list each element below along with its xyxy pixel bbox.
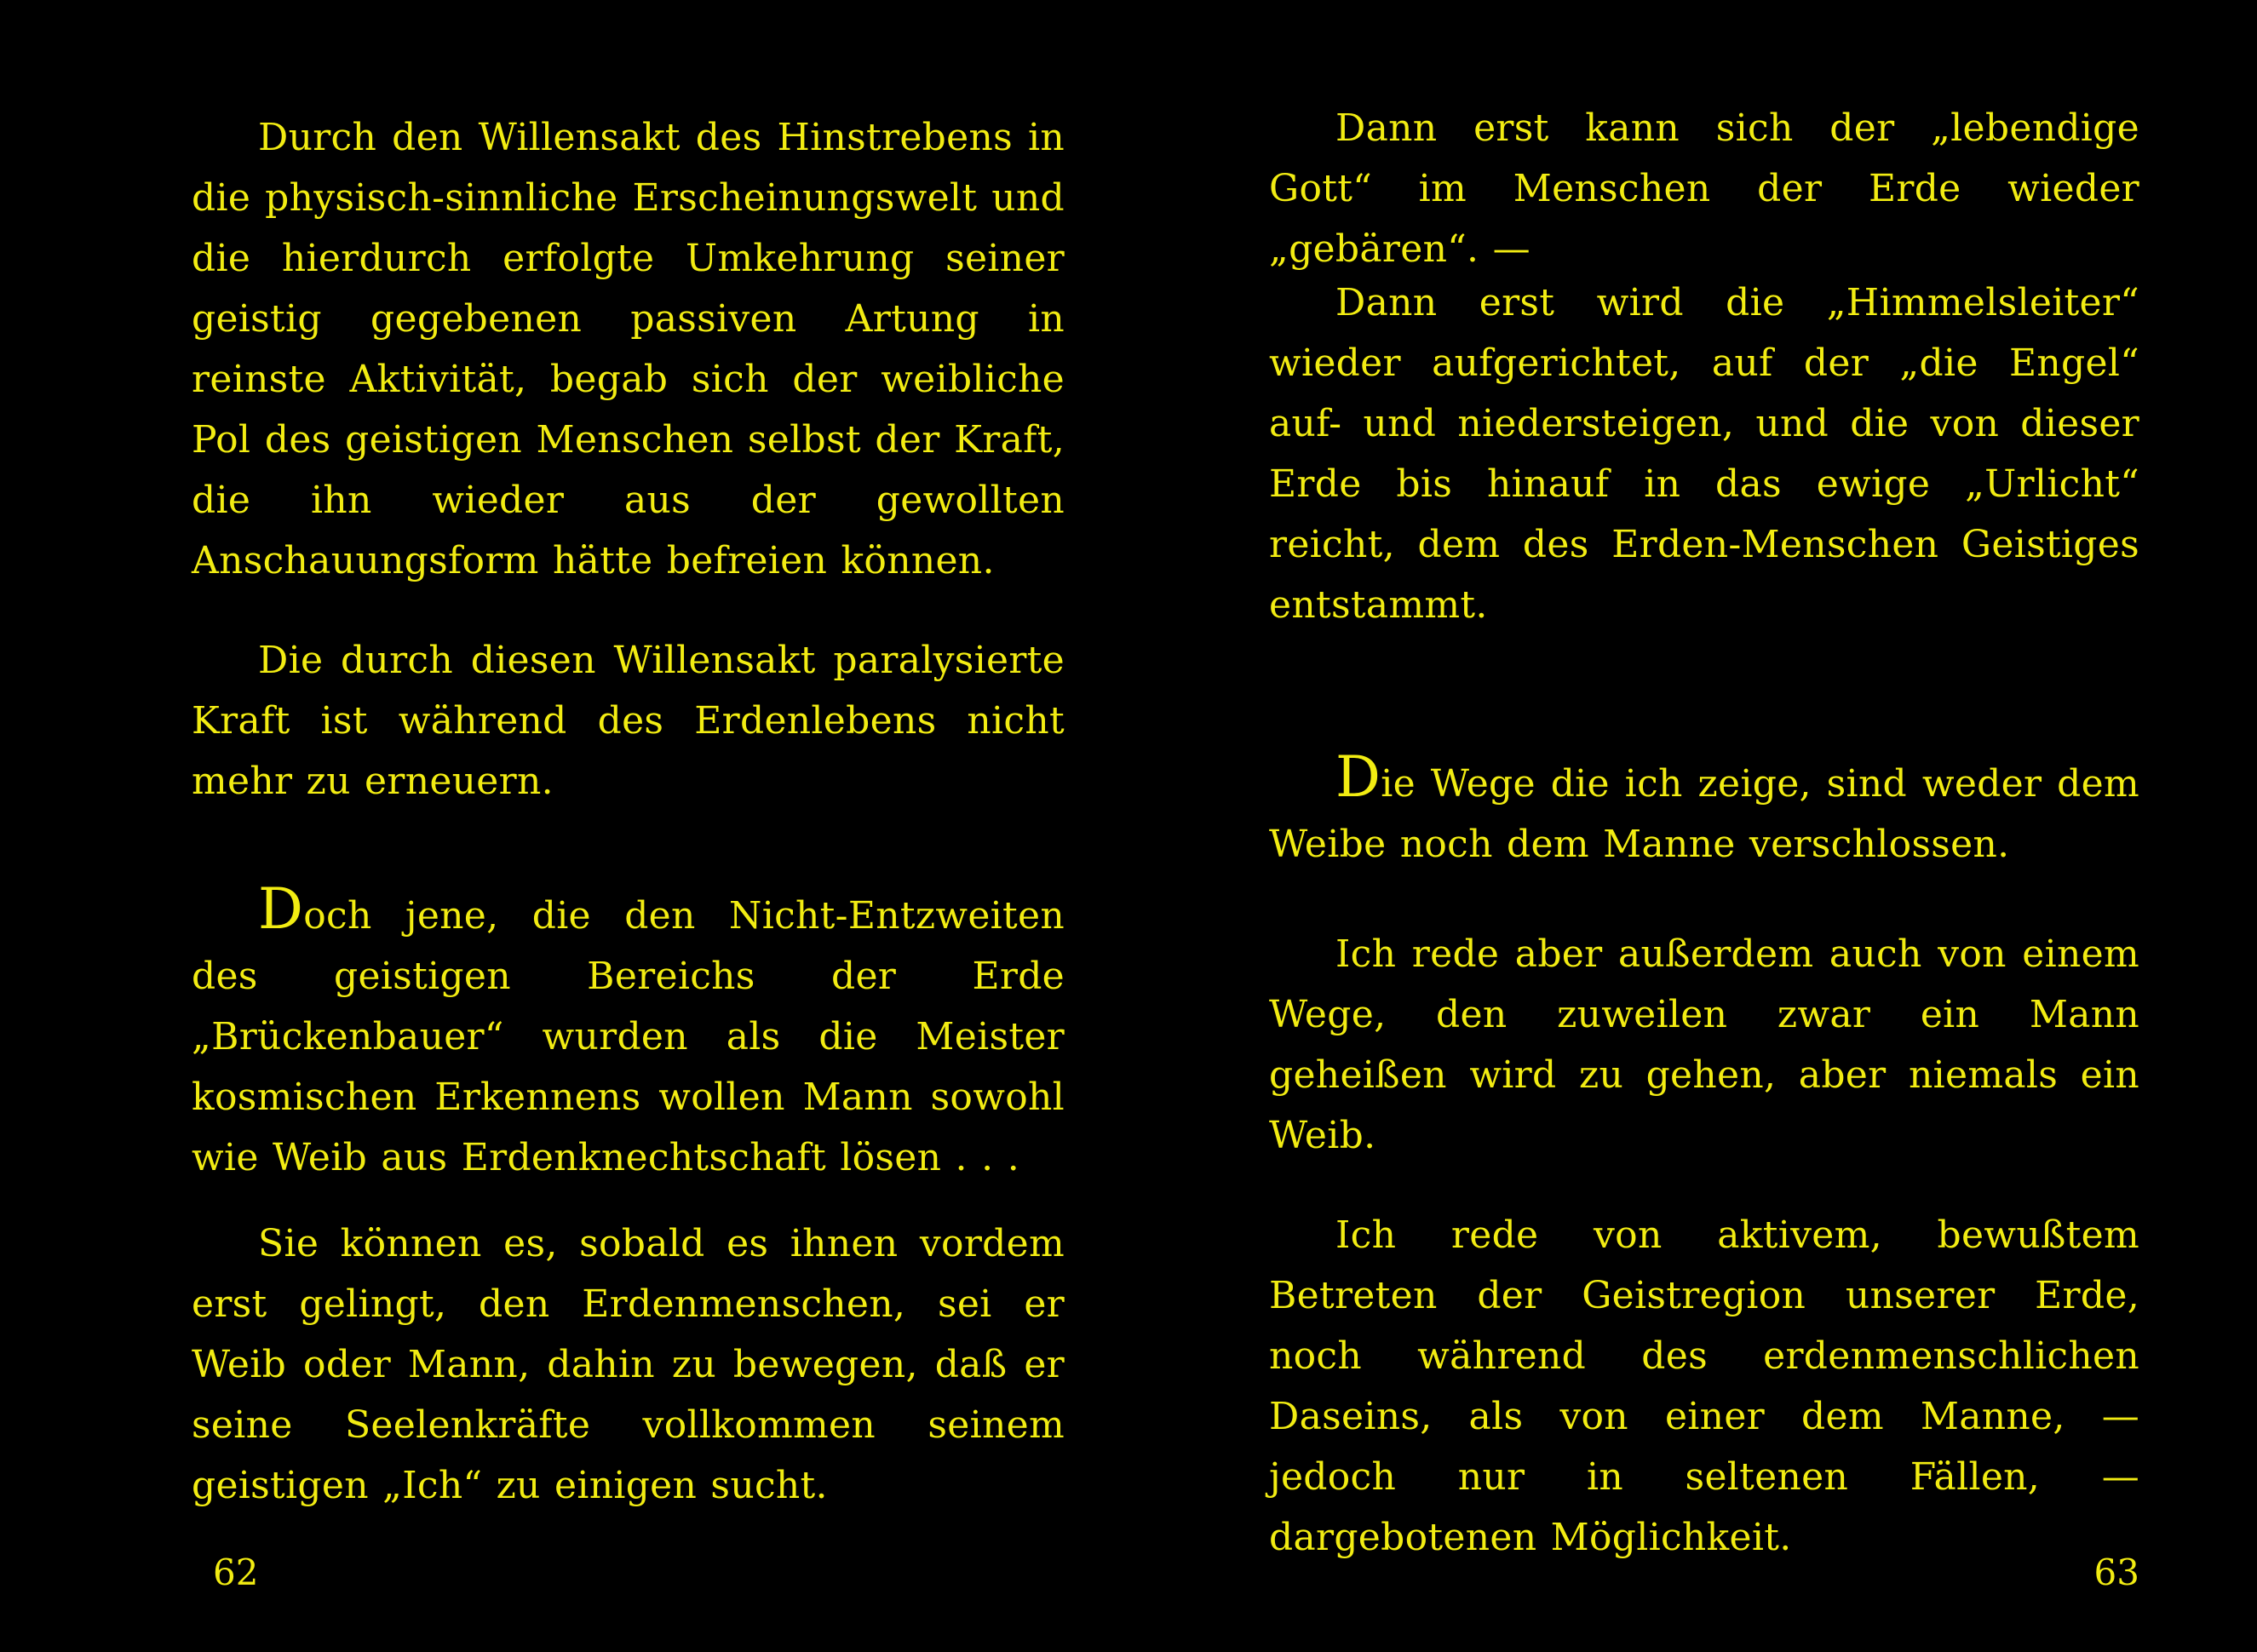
paragraph <box>1269 98 2139 279</box>
paragraph-text: Die durch diesen Willensakt paralysierte Kraft ist während des Erdenlebens nicht mehr zu erneuern. <box>192 639 1065 803</box>
right-page <box>1269 0 2139 1652</box>
paragraph <box>192 630 1065 812</box>
paragraph <box>1269 272 2139 635</box>
paragraph-text: och jene, die den Nicht-Entzweiten des geistigen Bereichs der Erde „Brückenbauer“ wurden als die Meister kosmischen Erkennens wollen Mann sowohl wie Weib aus Erdenknechtschaft lösen . . . <box>192 894 1065 1179</box>
page-number: 62 <box>213 1552 259 1593</box>
paragraph-text: ie Wege die ich zeige, sind weder dem Weibe noch dem Manne verschlossen. <box>1269 762 2139 866</box>
paragraph-text: Dann erst wird die „Himmelsleiter“ wieder aufgerichtet, auf der „die Engel“ auf- und niedersteigen, und die von dieser Erde bis hinauf in das ewige „Urlicht“ reicht, dem des Erden-Menschen Geistiges entstammt. <box>1269 281 2139 627</box>
left-page <box>192 0 1065 1652</box>
paragraph <box>192 107 1065 591</box>
paragraph-with-dropcap <box>1269 744 2139 875</box>
paragraph-text: Durch den Willensakt des Hinstrebens in die physisch-sinnliche Erscheinungswelt und die hierdurch erfolgte Umkehrung seiner geistig gegebenen passiven Artung in reinste Aktivität, begab sich der weibliche Pol des geistigen Menschen selbst der Kraft, die ihn wieder aus der gewollten Anschauungsform hätte befreien können. <box>192 116 1065 582</box>
dropcap-letter: D <box>1335 744 1381 810</box>
paragraph-text: Ich rede aber außerdem auch von einem Wege, den zuweilen zwar ein Mann geheißen wird zu gehen, aber niemals ein Weib. <box>1269 932 2139 1157</box>
paragraph-text: Ich rede von aktivem, bewußtem Betreten der Geistregion unserer Erde, noch während des erdenmenschlichen Daseins, als von einer dem Manne, — jedoch nur in seltenen Fällen, — dargebotenen Möglichkeit. <box>1269 1213 2139 1559</box>
paragraph <box>192 1213 1065 1516</box>
paragraph-text: Dann erst kann sich der „lebendige Gott“ im Menschen der Erde wieder „gebären“. — <box>1269 106 2139 271</box>
paragraph-text: Sie können es, sobald es ihnen vordem erst gelingt, den Erdenmenschen, sei er Weib oder Mann, dahin zu bewegen, daß er seine Seelenkräfte vollkommen seinem geistigen „Ich“ zu einigen sucht. <box>192 1222 1065 1507</box>
paragraph <box>1269 1205 2139 1568</box>
paragraph <box>1269 924 2139 1166</box>
dropcap-letter: D <box>258 876 304 942</box>
page-number: 63 <box>2093 1552 2139 1593</box>
paragraph-with-dropcap <box>192 876 1065 1188</box>
